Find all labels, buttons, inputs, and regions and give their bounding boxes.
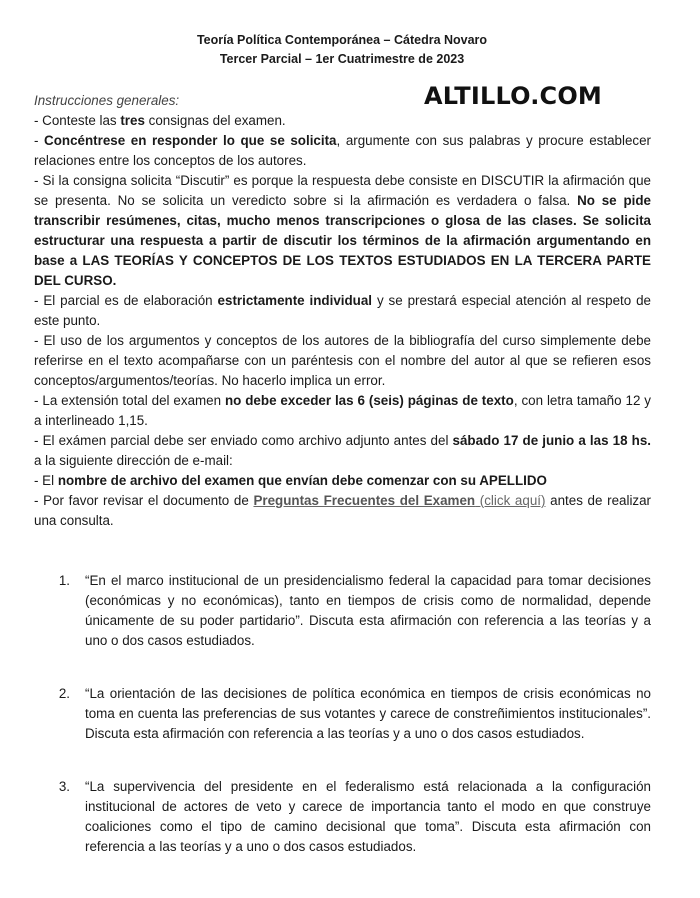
- instruction-item: - El parcial es de elaboración estrictamente individual y se prestará especial atención al respeto de este punto.: [34, 293, 652, 328]
- question-text: “La orientación de las decisiones de política económica en tiempos de crisis económicas no toma en cuenta las preferencias de sus votantes y carece de constreñimientos institucionales”. Discuta esta afirmación con referencia a las teorías y a uno o dos casos estudiados.: [85, 686, 651, 741]
- question-number: 3.: [58, 779, 70, 794]
- general-instructions: [34, 91, 651, 531]
- question-text: “La supervivencia del presidente en el federalismo está relacionada a la configuración institucional de actores de veto y carece de importancia tanto el modo en que construye coaliciones como el tipo de camino decisional que toma”. Discuta esta afirmación con referencia a las teorías y a uno o dos casos estudiados.: [85, 779, 651, 854]
- question-text: “En el marco institucional de un presidencialismo federal la capacidad para tomar decisiones (económicas y no económicas), tanto en tiempos de crisis como de normalidad, depende únicamente de su poder partidario”. Discuta esta afirmación con referencia a las teorías y a uno o dos casos estudiados.: [85, 573, 651, 648]
- question-item: [34, 571, 651, 651]
- instruction-item: - El exámen parcial debe ser enviado como archivo adjunto antes del sábado 17 de junio a las 18 hs. a la siguiente dirección de e-mail:: [34, 433, 651, 468]
- altillo-watermark: ALTILLO.COM: [424, 82, 603, 110]
- instruction-item: - Si la consigna solicita “Discutir” es porque la respuesta debe consiste en DISCUTIR la afirmación que se presenta. No se solicita un veredicto sobre si la afirmación es verdadera o falsa. No se pide transcribir resúmenes, citas, mucho menos transcripciones o glosa de las clases. Se solicita estructurar una respuesta a partir de discutir los términos de la afirmación argumentando en base a LAS TEORÍAS Y CONCEPTOS DE LOS TEXTOS ESTUDIADOS EN LA TERCERA PARTE DEL CURSO.: [34, 173, 651, 288]
- question-item: [34, 777, 651, 857]
- instruction-item: - Por favor revisar el documento de Preguntas Frecuentes del Examen (click aquí) antes de realizar una consulta.: [34, 493, 652, 528]
- faq-link[interactable]: Preguntas Frecuentes del Examen (click aquí): [253, 493, 546, 508]
- document-header: [0, 31, 684, 69]
- question-number: 2.: [58, 686, 70, 701]
- instructions-heading: Instrucciones generales:: [34, 93, 180, 108]
- instruction-item: - La extensión total del examen no debe exceder las 6 (seis) páginas de texto, con letra tamaño 12 y a interlineado 1,15.: [34, 393, 651, 428]
- course-title: Teoría Política Contemporánea – Cátedra Novaro: [196, 33, 488, 47]
- instruction-item: - Concéntrese en responder lo que se solicita, argumente con sus palabras y procure establecer relaciones entre los conceptos de los autores.: [34, 133, 651, 168]
- exam-title: Tercer Parcial – 1er Cuatrimestre de 2023: [219, 52, 465, 66]
- question-item: [34, 684, 651, 744]
- question-list: [34, 571, 651, 890]
- instruction-item: - El uso de los argumentos y conceptos de los autores de la bibliografía del curso simplemente debe referirse en el texto acompañarse con un paréntesis con el nombre del autor al que se refieren esos conceptos/argumentos/teorías. No hacerlo implica un error.: [34, 333, 651, 388]
- question-number: 1.: [58, 573, 70, 588]
- instruction-item: - El nombre de archivo del examen que envían debe comenzar con su APELLIDO: [34, 473, 547, 488]
- instruction-item: - Conteste las tres consignas del examen.: [34, 113, 286, 128]
